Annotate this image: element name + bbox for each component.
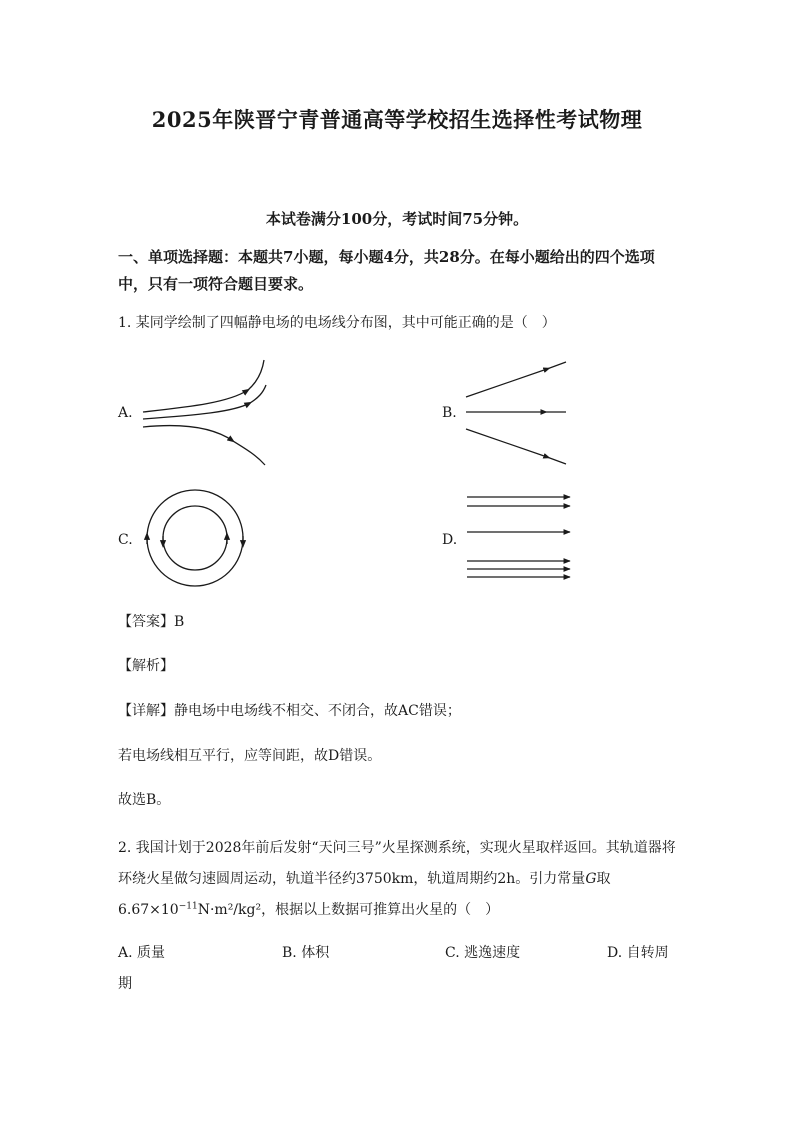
answer-value: B bbox=[174, 614, 185, 630]
answer-line bbox=[118, 612, 184, 632]
analysis-label: 【解析】 bbox=[118, 658, 174, 674]
field-line-b1 bbox=[466, 369, 547, 397]
figure-b bbox=[462, 355, 572, 470]
page-title: 2025年陕晋宁青普通高等学校招生选择性考试物理 bbox=[151, 107, 643, 132]
detail-line bbox=[118, 701, 461, 721]
q2-option-c: C. 逃逸速度 bbox=[445, 945, 521, 961]
section-heading: 一、单项选择题：本题共7小题，每小题4分，共28分。在每小题给出的四个选项中，只有一项符合题目要求。 bbox=[118, 248, 655, 293]
option-a-label: A. bbox=[118, 405, 133, 421]
detail-text: 静电场中电场线不相交、不闭合，故AC错误； bbox=[174, 703, 461, 719]
option-d-label: D. bbox=[442, 532, 458, 548]
q2-option-d: D. 自转周 bbox=[607, 945, 669, 961]
figure-c bbox=[140, 482, 250, 594]
q2-option-d-wrap: 期 bbox=[118, 976, 132, 992]
q2-option-b: B. 体积 bbox=[282, 945, 330, 961]
q2-stem-part2: 取6.67×10 bbox=[118, 871, 611, 918]
question-1-stem: 1. 某同学绘制了四幅静电场的电场线分布图，其中可能正确的是（ ） bbox=[118, 315, 556, 331]
option-c-label: C. bbox=[118, 532, 133, 548]
figure-d bbox=[464, 488, 576, 588]
exam-info: 本试卷满分100分，考试时间75分钟。 bbox=[265, 210, 529, 228]
field-loop-outer bbox=[147, 490, 243, 586]
g-symbol: G bbox=[585, 871, 597, 887]
figure-a bbox=[138, 355, 273, 470]
q2-option-a: A. 质量 bbox=[118, 945, 166, 961]
question-2-stem bbox=[118, 833, 680, 926]
analysis-line-2: 若电场线相互平行，应等间距，故D错误。 bbox=[118, 748, 382, 764]
conclusion: 故选B。 bbox=[118, 792, 171, 808]
q2-stem-part1: 2. 我国计划于2028年前后发射“天问三号”火星探测系统，实现火星取样返回。其轨道器将环绕火星做匀速圆周运动，轨道半径约3750km，轨道周期约2h。引力常量 bbox=[118, 840, 676, 887]
answer-label: 【答案】 bbox=[118, 614, 174, 630]
exponent: −11 bbox=[178, 901, 198, 912]
field-line-b3 bbox=[466, 429, 547, 457]
option-b-label: B. bbox=[442, 405, 457, 421]
field-loop-inner bbox=[163, 506, 227, 570]
unit: N·m²/kg² bbox=[197, 902, 262, 918]
field-line-a3 bbox=[143, 426, 233, 441]
detail-label: 【详解】 bbox=[118, 703, 174, 719]
q2-stem-part3: ，根据以上数据可推算出火星的（ ） bbox=[261, 902, 500, 918]
